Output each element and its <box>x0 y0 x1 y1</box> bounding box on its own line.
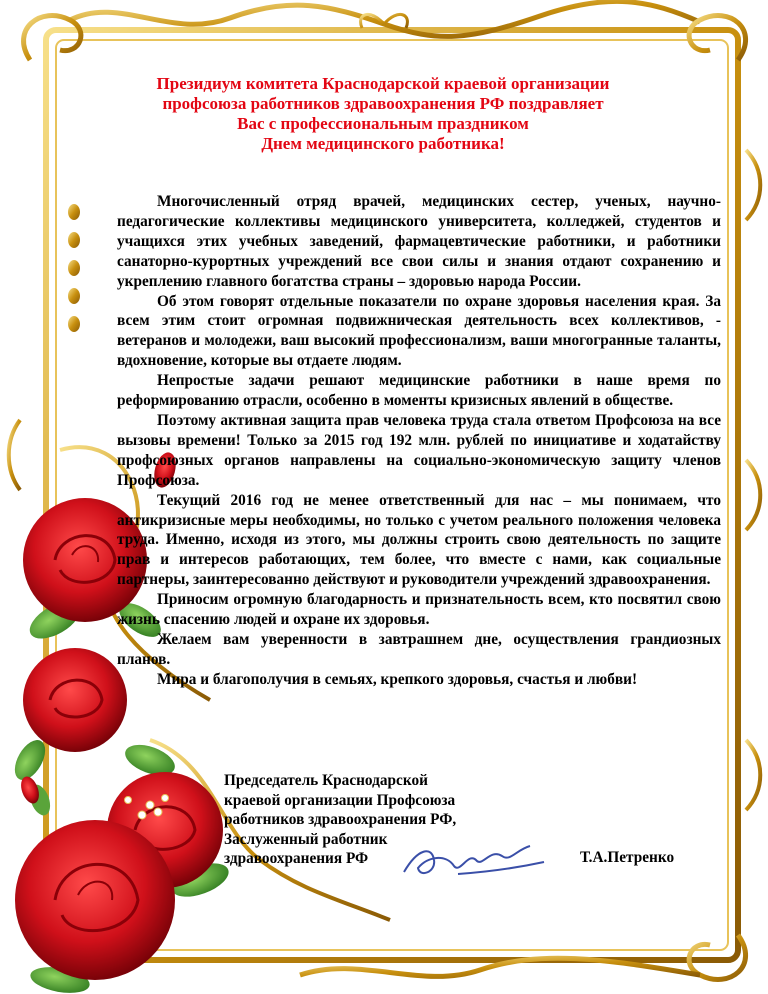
signer-name: Т.А.Петренко <box>580 849 675 866</box>
paragraph: Непростые задачи решают медицинские работники в наше время по реформированию отрасли, особенно в моменты кризисных явлений в обществе. <box>117 372 721 410</box>
paragraph: Об этом говорят отдельные показатели по охране здоровья населения края. За всем этим стоит огромная подвижническая деятельность всех коллективов, - ветеранов и молодежи, ваш высокий профессионализм, ваши многогранные таланты, вдохновение, которые вы отдаете людям. <box>117 292 721 370</box>
signer-title-line: краевой организации Профсоюза <box>224 791 456 809</box>
paragraph: Многочисленный отряд врачей, медицинских сестер, ученых, научно-педагогические коллективы медицинского университета, колледжей, студентов и учащихся этих учебных заведений, фармацевтические работники, и работники санаторно-курортных учреждений все свои силы и знания отдают сохранению и укреплению главного богатства страны – здоровью народа России. <box>117 193 721 290</box>
paragraph: Поэтому активная защита прав человека труда стала ответом Профсоюза на все вызовы времени! Только за 2015 год 192 млн. рублей по инициативе и ходатайству профсоюзных органов направлены на социально-экономическую защиту членов Профсоюза. <box>117 411 721 489</box>
paragraph: Приносим огромную благодарность и признательность всем, кто посвятил свою жизнь спасению людей и охране их здоровья. <box>117 591 721 629</box>
handwritten-signature <box>398 838 548 884</box>
heading-line: Вас с профессиональным праздником <box>237 114 529 133</box>
heading-line: Днем медицинского работника! <box>261 134 505 153</box>
letter-body <box>117 192 721 690</box>
signer-title-line: Председатель Краснодарской <box>224 772 428 789</box>
heading-line: профсоюза работников здравоохранения РФ поздравляет <box>162 94 604 113</box>
paragraph: Текущий 2016 год не менее ответственный для нас – мы понимаем, что антикризисные меры необходимы, но только с учетом реального положения человека труда. Именно, исходя из этого, мы должны строить свою деятельность по защите прав и интересов работающих, тем более, что вместе с нами, как социальные партнеры, заинтересованно действуют и руководители учреждений здравоохранения. <box>117 491 721 589</box>
greeting-heading <box>118 74 648 154</box>
signer-title-line: здравоохранения РФ <box>224 850 369 867</box>
paragraph: Мира и благополучия в семьях, крепкого здоровья, счастья и любви! <box>157 670 638 688</box>
signer-title-line: Заслуженный работник <box>224 830 388 848</box>
heading-line: Президиум комитета Краснодарской краевой организации <box>156 74 610 93</box>
signer-title-line: работников здравоохранения РФ, <box>224 811 457 828</box>
paragraph: Желаем вам уверенности в завтрашнем дне, осуществления грандиозных планов. <box>117 630 721 668</box>
